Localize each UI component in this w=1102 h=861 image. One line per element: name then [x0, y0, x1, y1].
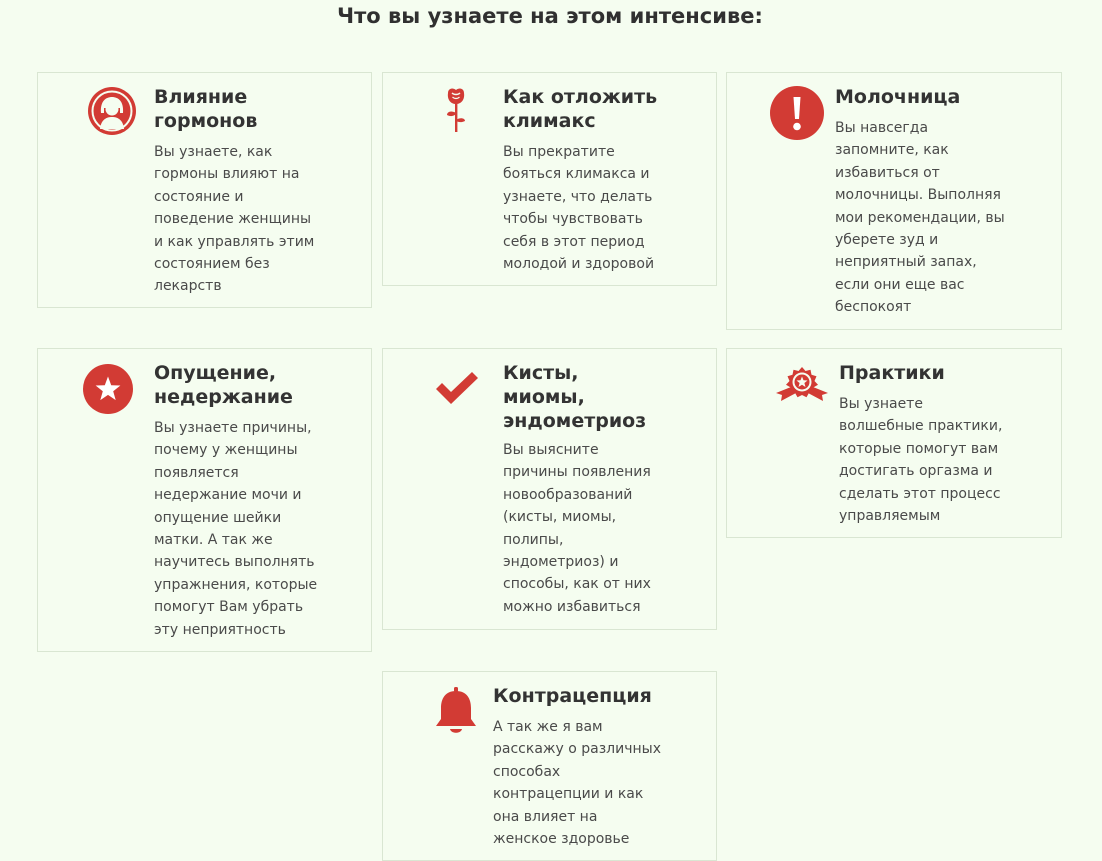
card-heading: Влияние гормонов: [154, 86, 258, 132]
card-heading: Молочница: [835, 86, 961, 108]
feature-card-contraception: [382, 671, 717, 861]
card-description: Вы узнаете, как гормоны влияют на состояние и поведение женщины и как управлять этим состоянием без лекарств: [154, 144, 315, 295]
card-description: А так же я вам расскажу о различных способах контрацепции и как она влияет на женское здоровье: [493, 719, 661, 848]
card-description: Вы прекратите бояться климакса и узнаете, что делать чтобы чувствовать себя в этот период молодой и здоровой: [503, 144, 655, 273]
card-heading: Опущение, недержание: [154, 362, 293, 408]
card-heading: Практики: [839, 362, 945, 384]
feature-card-menopause: [382, 72, 717, 286]
section-title: Что вы узнаете на этом интенсиве:: [337, 4, 763, 28]
feature-card-practices: [726, 348, 1062, 538]
card-description: Вы узнаете волшебные практики, которые помогут вам достигать оргазма и сделать этот процесс управляемым: [839, 396, 1003, 525]
card-description: Вы выясните причины появления новообразований (кисты, миомы, полипы, эндометриоз) и способы, как от них можно избавиться: [503, 442, 651, 615]
card-description: Вы узнаете причины, почему у женщины появляется недержание мочи и опущение шейки матки. А так же научитесь выполнять упражнения, которые помогут Вам убрать эту неприятность: [154, 420, 318, 638]
star-icon: [82, 363, 134, 415]
card-heading: Кисты, миомы, эндометриоз: [503, 362, 647, 432]
bell-icon: [433, 686, 479, 736]
feature-card-thrush: [726, 72, 1062, 330]
woman-icon: [87, 86, 137, 136]
rose-icon: [444, 87, 468, 135]
card-description: Вы навсегда запомните, как избавиться от молочницы. Выполняя мои рекомендации, вы уберете зуд и неприятный запах, если они еще вас беспокоят: [835, 120, 1005, 316]
feature-card-incontinence: [37, 348, 372, 652]
card-heading: Как отложить климакс: [503, 86, 658, 132]
card-heading: Контрацепция: [493, 685, 652, 707]
checkmark-icon: [434, 371, 480, 407]
feature-card-cysts: [382, 348, 717, 630]
exclamation-icon: [769, 85, 825, 141]
feature-card-hormones: [37, 72, 372, 308]
award-badge-icon: [773, 365, 831, 411]
